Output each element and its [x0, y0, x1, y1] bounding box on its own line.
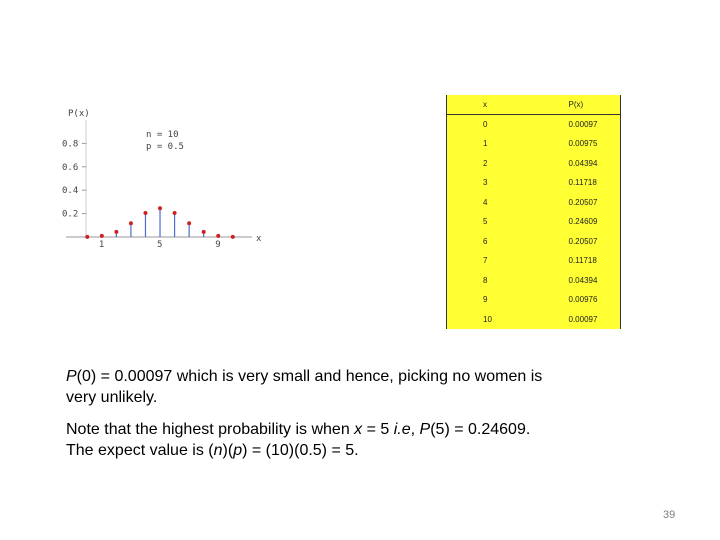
table-header-px: P(x) [568, 100, 584, 109]
table-row [447, 115, 621, 135]
table-cell-p: 0.00097 [568, 314, 598, 324]
paragraph-text: = 5 [362, 421, 394, 438]
table-cell-x: 5 [483, 217, 488, 227]
table-cell-x: 4 [483, 197, 488, 207]
symbol-x: x [354, 421, 363, 438]
stem-point [187, 221, 191, 225]
table-cell-x: 3 [483, 178, 488, 188]
y-tick-label: 0.2 [62, 209, 79, 220]
paragraph-p0-note [66, 366, 546, 408]
table-row [447, 154, 621, 174]
table-cell-x: 2 [483, 158, 488, 168]
table-cell-x: 9 [483, 295, 488, 305]
stem-point [85, 235, 89, 239]
symbol-n: n [213, 442, 223, 459]
paragraph-text: Note that the highest probability is when [66, 421, 355, 438]
symbol-P: P [419, 421, 431, 438]
stem-point [202, 230, 206, 234]
chart-y-label: P(x) [68, 109, 90, 119]
stem-point [173, 211, 177, 215]
stem-point [158, 206, 162, 210]
stem-point [129, 221, 133, 225]
x-tick-label: 1 [98, 240, 105, 250]
table-cell-p: 0.00097 [568, 120, 598, 129]
paragraph-expected-value-note [66, 419, 546, 461]
page-number: 39 [663, 509, 676, 521]
table-cell-p: 0.11718 [568, 178, 597, 188]
paragraph-text: (0) = 0.00097 which is very small and hence, picking no women is very unlikely. [66, 368, 543, 406]
table-cell-x: 1 [483, 139, 488, 149]
paragraph-text: )( [222, 442, 234, 459]
stem-point [114, 230, 118, 234]
table-cell-p: 0.11718 [568, 256, 597, 266]
table-row [447, 290, 621, 310]
probability-table [446, 95, 621, 329]
symbol-ie: i.e [393, 421, 411, 438]
table-cell-p: 0.20507 [568, 197, 598, 207]
chart-annotation-n: n = 10 [146, 130, 179, 140]
symbol-P: P [66, 368, 77, 385]
stem-point [216, 234, 220, 238]
paragraph-text: (5) = 0.24609. The expect value is ( [66, 421, 531, 459]
table-row [447, 271, 621, 291]
table-cell-p: 0.20507 [568, 236, 598, 246]
table-header-row [447, 95, 621, 115]
paragraph-text: , [410, 421, 420, 438]
y-tick-label: 0.6 [62, 162, 79, 173]
paragraph-text: ) = (10)(0.5) = 5. [242, 442, 359, 459]
symbol-p: p [233, 442, 243, 459]
table-cell-p: 0.00975 [568, 139, 598, 149]
stem-point [231, 235, 235, 239]
chart-x-label: x [256, 234, 262, 244]
table-cell-p: 0.04394 [568, 158, 598, 168]
table-row [447, 173, 621, 193]
binomial-stem-chart [60, 100, 280, 260]
table-row [447, 310, 621, 330]
table-cell-x: 10 [483, 314, 492, 324]
table-header-x: x [483, 100, 487, 109]
table-row [447, 232, 621, 252]
table-row [447, 193, 621, 213]
table-cell-p: 0.04394 [568, 275, 598, 285]
table-cell-x: 6 [483, 236, 488, 246]
table-cell-p: 0.24609 [568, 217, 598, 227]
table-row [447, 134, 621, 154]
stem-point [143, 211, 147, 215]
stem-point [100, 234, 104, 238]
table-cell-x: 0 [483, 120, 488, 129]
x-tick-label: 5 [157, 240, 163, 250]
chart-annotation-p: p = 0.5 [146, 142, 184, 152]
table-cell-p: 0.00976 [568, 295, 598, 305]
table-row [447, 212, 621, 232]
x-tick-label: 9 [215, 240, 221, 250]
table-cell-x: 8 [483, 275, 488, 285]
y-tick-label: 0.8 [62, 139, 79, 150]
chart-svg [60, 100, 280, 260]
y-tick-label: 0.4 [62, 186, 79, 197]
table-row [447, 251, 621, 271]
table-cell-x: 7 [483, 256, 488, 266]
